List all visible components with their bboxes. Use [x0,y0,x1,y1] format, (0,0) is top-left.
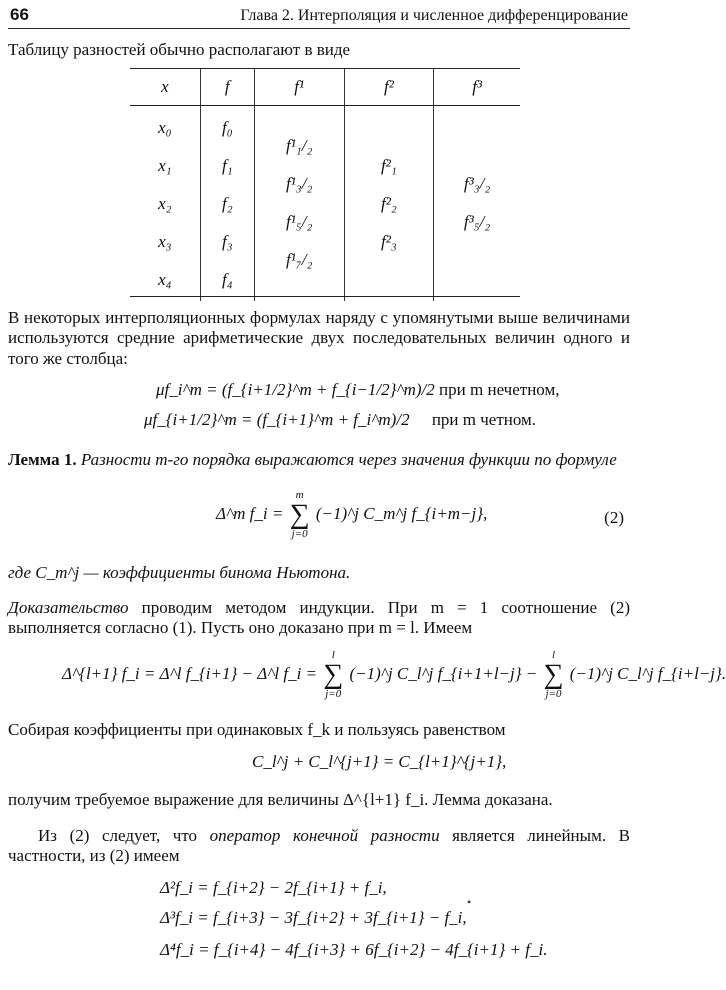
sigma-icon: ∑ [289,499,310,530]
eq3-term-1: (−1)^j C_l^j f_{i+1+l−j} − [349,663,538,683]
cell-x2: x₂ [158,194,172,213]
page-number: 66 [10,5,29,24]
cell-f3-3half: f³₃/₂ [463,174,491,193]
running-header [8,2,630,29]
cell-x4: x₄ [158,270,172,289]
binomial-note: где C_m^j — коэффициенты бинома Ньютона. [8,563,351,582]
column-f3 [434,106,520,302]
cell-x3: x₃ [158,232,172,251]
cell-f2: f₂ [221,194,233,213]
linearity-text-after: является линейным. В частности, из (2) имеем [8,826,630,866]
binomial-identity: C_l^j + C_l^{j+1} = C_{l+1}^{j+1}, [252,752,507,771]
header-f1: f¹ [254,69,344,106]
linearity-text-before: Из (2) следует, что [38,826,198,845]
cell-x0: x₀ [158,118,172,137]
eq3-lhs: Δ^{l+1} f_i = Δ^l f_{i+1} − Δ^l f_i = [62,663,318,683]
mean-odd-line [156,380,560,400]
eq2-sum-top: m [295,489,304,501]
example-delta-3: Δ³f_i = f_{i+3} − 3f_{i+2} + 3f_{i+1} − f_i, [160,908,467,927]
collect-sentence: Собирая коэффициенты при одинаковых f_k и пользуясь равенством [8,720,506,739]
mean-even-line [144,410,536,430]
header-f2: f² [344,69,434,106]
book-page [8,0,726,990]
column-x [130,106,200,302]
eq3-sum-2 [544,650,564,700]
cell-f2-3: f²₃ [381,232,397,251]
chapter-title: Глава 2. Интерполяция и численное дифференцирование [240,7,628,24]
eq2-lhs: Δ^m f_i = [216,503,284,523]
lemma-statement: Разности m-го порядка выражаются через значения функции по формуле [80,450,617,469]
difference-table [130,68,520,301]
eq3-sum1-top: l [331,649,335,661]
eq2-term: (−1)^j C_m^j f_{i+m−j}, [315,503,488,523]
example-delta-4: Δ⁴f_i = f_{i+4} − 4f_{i+3} + 6f_{i+2} − 4f_{i+1} + f_i. [160,940,548,959]
sigma-icon: ∑ [323,659,344,690]
sigma-icon: ∑ [543,659,564,690]
mean-even-formula: μf_{i+1/2}^m = (f_{i+1}^m + f_i^m)/2 [144,410,410,429]
eq3-term-2: (−1)^j C_l^j f_{i+l−j}. [569,663,726,683]
cell-f1-5half: f¹₅/₂ [285,212,313,231]
cell-f2-2: f²₂ [381,194,397,213]
cell-f3: f₃ [221,232,233,251]
linearity-term: оператор конечной разности [209,826,440,845]
intro-sentence: Таблицу разностей обычно располагают в виде [8,40,351,59]
cell-f1-3half: f¹₃/₂ [285,174,313,193]
eq3-sum-1 [323,650,343,700]
cell-x1: x₁ [158,156,172,175]
cell-f1-half: f¹₁/₂ [285,136,313,155]
paragraph-averages: В некоторых интерполяционных формулах наряду с упомянутыми выше величинами используются средние арифметические двух последовательных величин одного и того же столбца: [8,308,630,368]
cell-f0: f₀ [221,118,233,137]
column-f1 [254,106,344,302]
cell-f1: f₁ [221,156,233,175]
eq3-sum2-bottom: j=0 [545,688,562,700]
ink-speck: • [467,895,472,909]
equation-3 [62,650,726,700]
cell-f3-5half: f³₅/₂ [463,212,491,231]
result-sentence: получим требуемое выражение для величины Δ^{l+1} f_i. Лемма доказана. [8,790,553,809]
cell-f2-1: f²₁ [381,156,397,175]
header-f3: f³ [434,69,520,106]
example-delta-2: Δ²f_i = f_{i+2} − 2f_{i+1} + f_i, [160,878,387,897]
header-x: x [130,69,200,106]
eq3-sum2-top: l [551,649,556,661]
eq2-sum-bottom: j=0 [291,528,308,540]
proof-label: Доказательство [8,598,129,617]
column-f [200,106,254,302]
linearity-paragraph [8,826,630,867]
lemma-title: Лемма 1. [8,450,77,469]
cell-f1-7half: f¹₇/₂ [285,250,313,269]
lemma-block [8,450,630,470]
column-f2 [344,106,434,302]
proof-text: проводим методом индукции. При m = 1 соотношение (2) выполняется согласно (1). Пусть оно доказано при m = l. Имеем [8,598,630,638]
eq3-sum1-bottom: j=0 [325,688,342,700]
proof-paragraph [8,598,630,639]
table-bottom-rule [130,296,520,297]
mean-odd-formula: μf_i^m = (f_{i+1/2}^m + f_{i−1/2}^m)/2 [156,380,435,399]
eq2-sum [290,490,310,540]
equation-2-number: (2) [604,508,624,527]
cell-f4: f₄ [221,270,233,289]
header-f: f [200,69,254,106]
mean-even-condition: при m четном. [431,410,537,429]
equation-2 [216,490,487,540]
mean-odd-condition: при m нечетном, [439,380,560,399]
